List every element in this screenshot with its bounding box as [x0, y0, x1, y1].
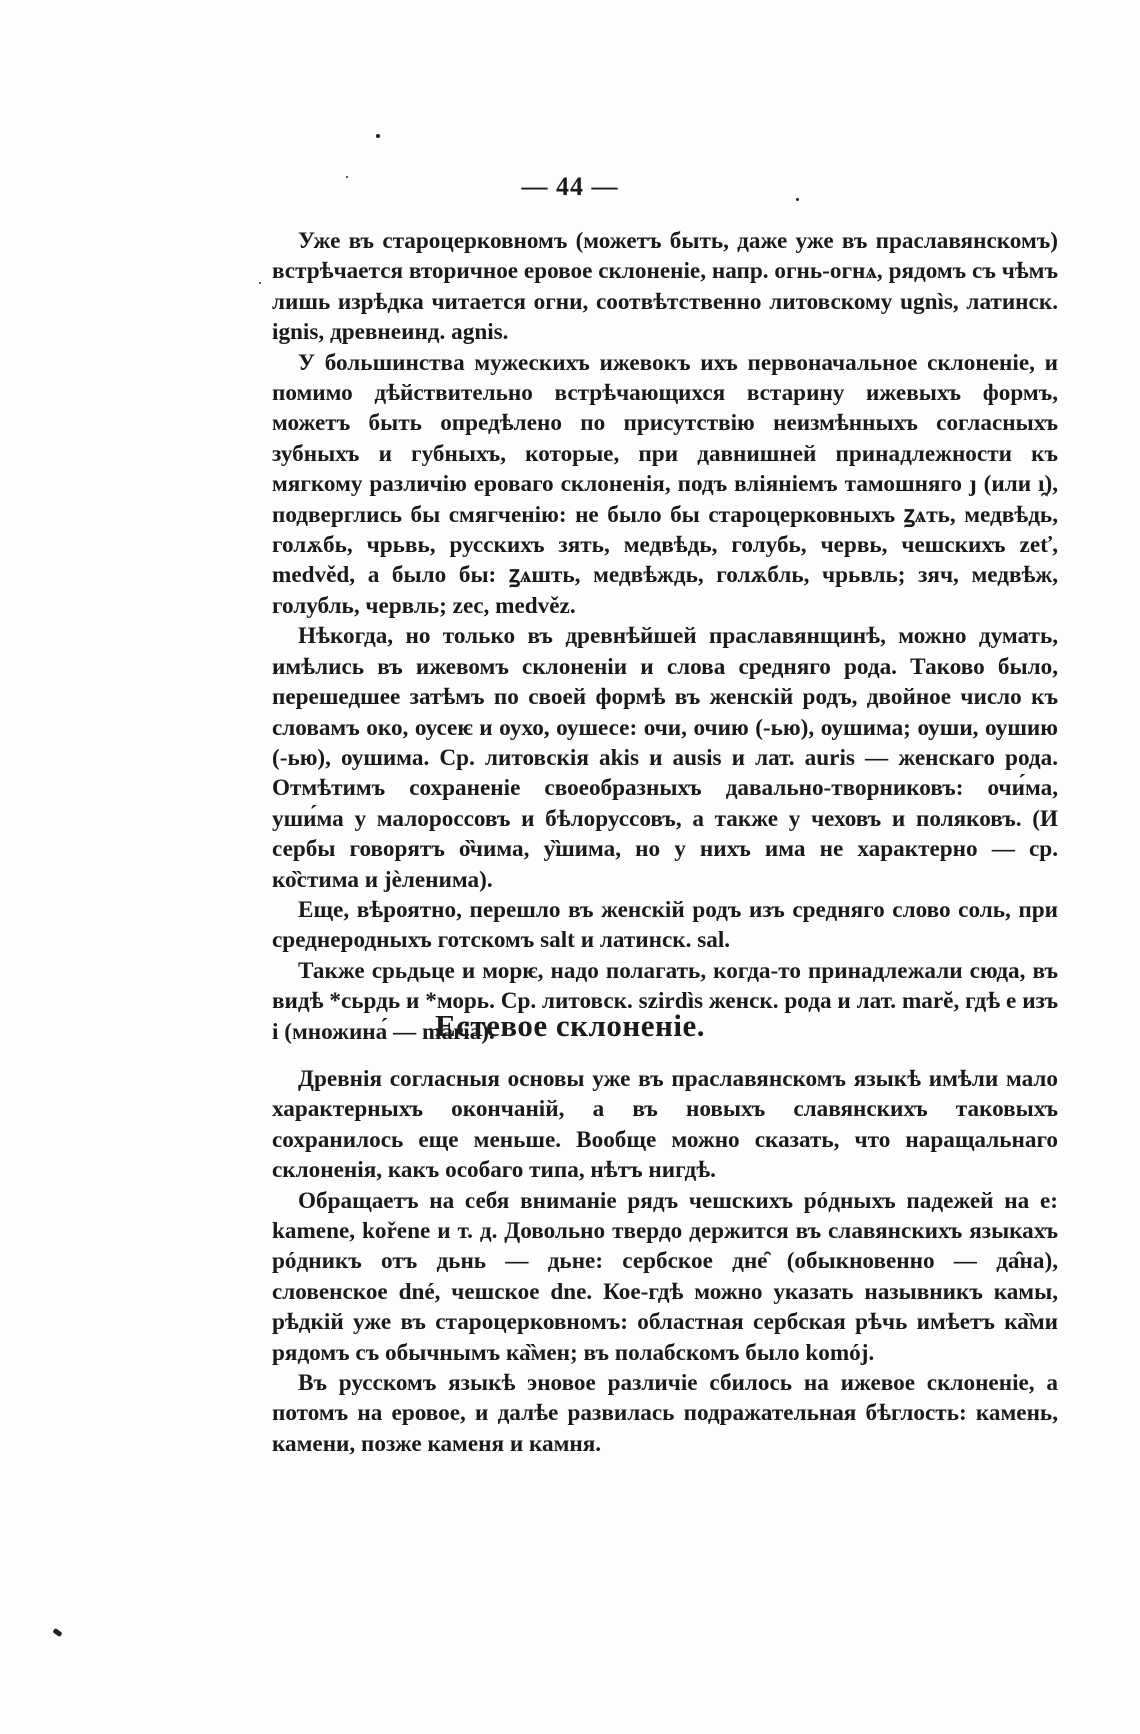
paragraph: Въ русскомъ языкѣ эновое различіе сбилось на ижевое склоненіе, а потомъ на еровое, и далѣе развилась подражательная бѣглость: камень, камени, позже каменя и камня.	[272, 1370, 1058, 1457]
body-text-bottom	[272, 1064, 1058, 1459]
paragraph: У большинства мужескихъ ижевокъ ихъ первоначальное склоненіе, и помимо дѣйствительно встрѣчающихся встарину ижевыхъ формъ, можетъ быть опредѣлено по присутствію неизмѣнныхъ согласныхъ зубныхъ и губныхъ, которые, при давнишней принадлежности къ мягкому различію ероваго склоненія, подъ вліяніемъ тамошняго ȷ (или ı̯), подверглись бы смягченію: не было бы староцерковныхъ ꙁѧть, медвѣдь, голѫбь, чрьвь, русскихъ зять, медвѣдь, голубь, червь, чешскихъ zeť, medvěd, а было бы: ꙁѧшть, медвѣждь, голѫбль, чрьвль; зяч, медвѣж, голубль, червль; zec, medvěz.	[272, 349, 1058, 619]
print-speck	[376, 134, 380, 138]
paragraph: Обращаетъ на себя вниманіе рядъ чешскихъ рóдныхъ падежей на e: kamene, kořene и т. д. Довольно твердо держится въ славянскихъ языкахъ рóдникъ отъ дьнь — дьне: сербское дне̑ (обыкновенно — да̑на), словенское dné, чешское dne. Кое-гдѣ можно указать назывникъ камы, рѣдкій уже въ староцерковномъ: областная сербская рѣчь имѣетъ ка̏ми рядомъ съ обычнымъ ка̏мен; въ полабскомъ было komój.	[272, 1187, 1058, 1366]
print-speck	[52, 1628, 62, 1637]
body-text-top	[272, 226, 1058, 1047]
paragraph: Уже въ староцерковномъ (можетъ быть, даже уже въ праславянскомъ) встрѣчается вторичное еровое склоненіе, напр. огнь-огнѧ, рядомъ съ чѣмъ лишь изрѣдка читается огни, соотвѣтственно литовскому ugnìs, латинск. ignis, древнеинд. agnis.	[272, 228, 1058, 346]
paragraph: Еще, вѣроятно, перешло въ женскій родъ изъ средняго слово соль, при среднеродныхъ готскомъ salt и латинск. sal.	[272, 896, 1058, 954]
paragraph: Нѣкогда, но только въ древнѣйшей праславянщинѣ, можно думать, имѣлись въ ижевомъ склоненіи и слова средняго рода. Таково было, перешедшее затѣмъ по своей формѣ въ женскій родъ, двойное число къ словамъ око, оусеѥ и оухо, оушесе: очи, очию (-ью), оушима; оуши, оушию (-ью), оушима. Ср. литовскія akis и ausis и лат. auris — женскаго рода. Отмѣтимъ сохраненіе своеобразныхъ давально-творниковъ: очи́ма, уши́ма у малороссовъ и бѣлоруссовъ, а также у чеховъ и поляковъ. (И сербы говорятъ о̏чима, у̏шима, но у нихъ има не характерно — ср. ко̏стима и jѐленима).	[272, 623, 1058, 893]
section-heading: Естевое склоненіе.	[434, 1008, 706, 1043]
paragraph: Также срьдьце и морѥ, надо полагать, когда-то принадлежали сюда, въ видѣ *сьрдь и *морь. Ср. литовск. szirdìs женск. рода и лат. marĕ, гдѣ e изъ i (множина́ — maria).	[272, 957, 1058, 1045]
paragraph: Древнія согласныя основы уже въ праславянскомъ языкѣ имѣли мало характерныхъ окончаній, а въ новыхъ славянскихъ таковыхъ сохранилось еще меньше. Вообще можно сказать, что наращальнаго склоненія, какъ особаго типа, нѣтъ нигдѣ.	[272, 1066, 1058, 1184]
page-number: — 44 —	[521, 172, 619, 201]
print-speck	[259, 282, 261, 284]
